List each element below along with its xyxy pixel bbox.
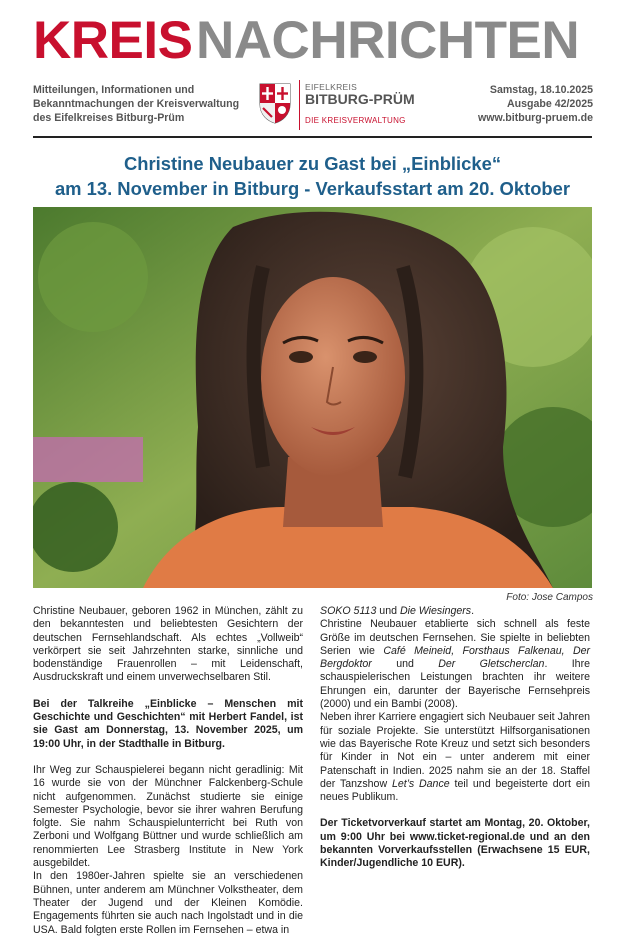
issue-info xyxy=(413,83,593,125)
paragraph-theater xyxy=(33,870,303,936)
headline-line-2: am 13. November in Bitburg - Verkaufsstart am 20. Oktober xyxy=(54,178,571,199)
paragraph-tv-roles xyxy=(320,605,590,618)
logo-line-2: BITBURG-PRÜM xyxy=(305,91,415,107)
theater-text: In den 1980er-Jahren spielte sie an verschiedenen Bühnen, unter anderem am Münchner Volkstheater, dem Theater der Jugend und der Kleinen Komödie. Engagements führten sie auch nach Ingolstadt und in die USA. Bald folgten erste Rollen im Fernsehen – etwa in xyxy=(33,870,303,936)
website-link[interactable]: www.bitburg-pruem.de xyxy=(478,112,593,124)
article-photo xyxy=(33,207,592,588)
series-soko: SOKO 5113 xyxy=(320,605,377,617)
paragraph-event: Bei der Talkreihe „Einblicke – Menschen mit Geschichte und Geschichten“ mit Herbert Fandel, ist sie Gast am Donnerstag, 13. November 2025, um 19:00 Uhr, in der Stadthalle in Bitburg. xyxy=(33,697,303,750)
show-lets-dance: Let’s Dance xyxy=(391,777,450,790)
masthead xyxy=(33,11,593,70)
portrait-photo-illustration xyxy=(33,207,592,588)
logo-line-3: DIE KREISVERWALTUNG xyxy=(305,116,406,125)
social-end: teil und begeisterte dort ein neues Publikum. xyxy=(320,777,590,804)
coat-of-arms-icon xyxy=(258,82,292,124)
headline-line-1: Christine Neubauer zu Gast bei „Einblicke“ xyxy=(123,153,502,174)
paragraph-social xyxy=(320,711,590,804)
social-text: Neben ihrer Karriere engagiert sich Neubauer seit Jahren für soziale Projekte. Sie unterstützt Hilfsorganisationen wie das Bayerische Rote Kreuz und setzt sich besonders für Kinder in Not ein – unter anderem mit einer Patenschaft in Indien. 2025 nahm sie an der 18. Staffel der Tanzshow xyxy=(320,711,590,790)
paragraph-established xyxy=(320,618,590,711)
logo-line-1: EIFELKREIS xyxy=(305,82,358,92)
series-gletscherclan: Der Gletscherclan xyxy=(438,658,545,671)
header-rule xyxy=(33,136,592,138)
district-logo xyxy=(256,80,426,130)
masthead-nachrichten: NACHRICHTEN xyxy=(196,11,580,70)
paragraph-intro: Christine Neubauer, geboren 1962 in München, zählt zu den bekanntesten und beliebtesten Gesichtern der deutschen Fernsehlandschaft. Als echtes „Vollweib“ verkörpert sie seit Jahrzehnten starke, sinnliche und bodenständige Frauenrollen – mit Leidenschaft, Ausdruckskraft und einem unverwechselbaren Stil. xyxy=(33,605,303,684)
issue-number: Ausgabe 42/2025 xyxy=(507,98,593,110)
established-end: . Ihre schauspielerischen Leistungen brachten ihr weitere Ehrungen ein, darunter der Bayerische Fernsehpreis (2000) und ein Bambi (2008). xyxy=(320,658,590,711)
photo-credit: Foto: Jose Campos xyxy=(506,592,593,603)
paragraph-career-start: Ihr Weg zur Schauspielerei begann nicht geradlinig: Mit 16 wurde sie von der Münchner Falckenberg-Schule nicht aufgenommen. Zunächst studierte sie einige Semester Psychologie, bevor sie ihrer wahren Berufung folgte. Sie nahm Schauspielunterricht bei Ruth von Zerboni und Wolfgang Büttner und wurde schließlich am renommierten Lee Strasberg Institute in New York ausgebildet. xyxy=(33,763,303,870)
publisher-description: Mitteilungen, Informationen und Bekanntmachungen der Kreisverwaltung des Eifelkreises Bitburg-Prüm xyxy=(33,84,240,124)
article-column-right xyxy=(320,605,590,871)
masthead-kreis: KREIS xyxy=(33,11,193,70)
series-und: und xyxy=(396,658,414,671)
series-list: Café Meineid, Forsthaus Falkenau, Der Bergdoktor xyxy=(320,644,591,671)
paragraph-tickets: Der Ticketvorverkauf startet am Montag, 20. Oktober, um 9:00 Uhr bei www.ticket-regional.de und an den bekannten Vorverkaufsstellen (Erwachsene 15 EUR, Kinder/Jugendliche 10 EUR). xyxy=(320,817,590,870)
series-and: und xyxy=(379,605,397,617)
issue-date: Samstag, 18.10.2025 xyxy=(489,84,593,96)
series-wiesingers: Die Wiesingers xyxy=(399,605,472,617)
article-headline xyxy=(33,151,592,201)
article-column-left xyxy=(33,605,303,937)
established-text: Christine Neubauer etablierte sich schnell als feste Größe im deutschen Fernsehen. Sie spielte in beliebten Serien wie xyxy=(320,618,590,657)
logo-divider xyxy=(299,80,300,130)
tv-roles-end: . xyxy=(471,605,475,617)
